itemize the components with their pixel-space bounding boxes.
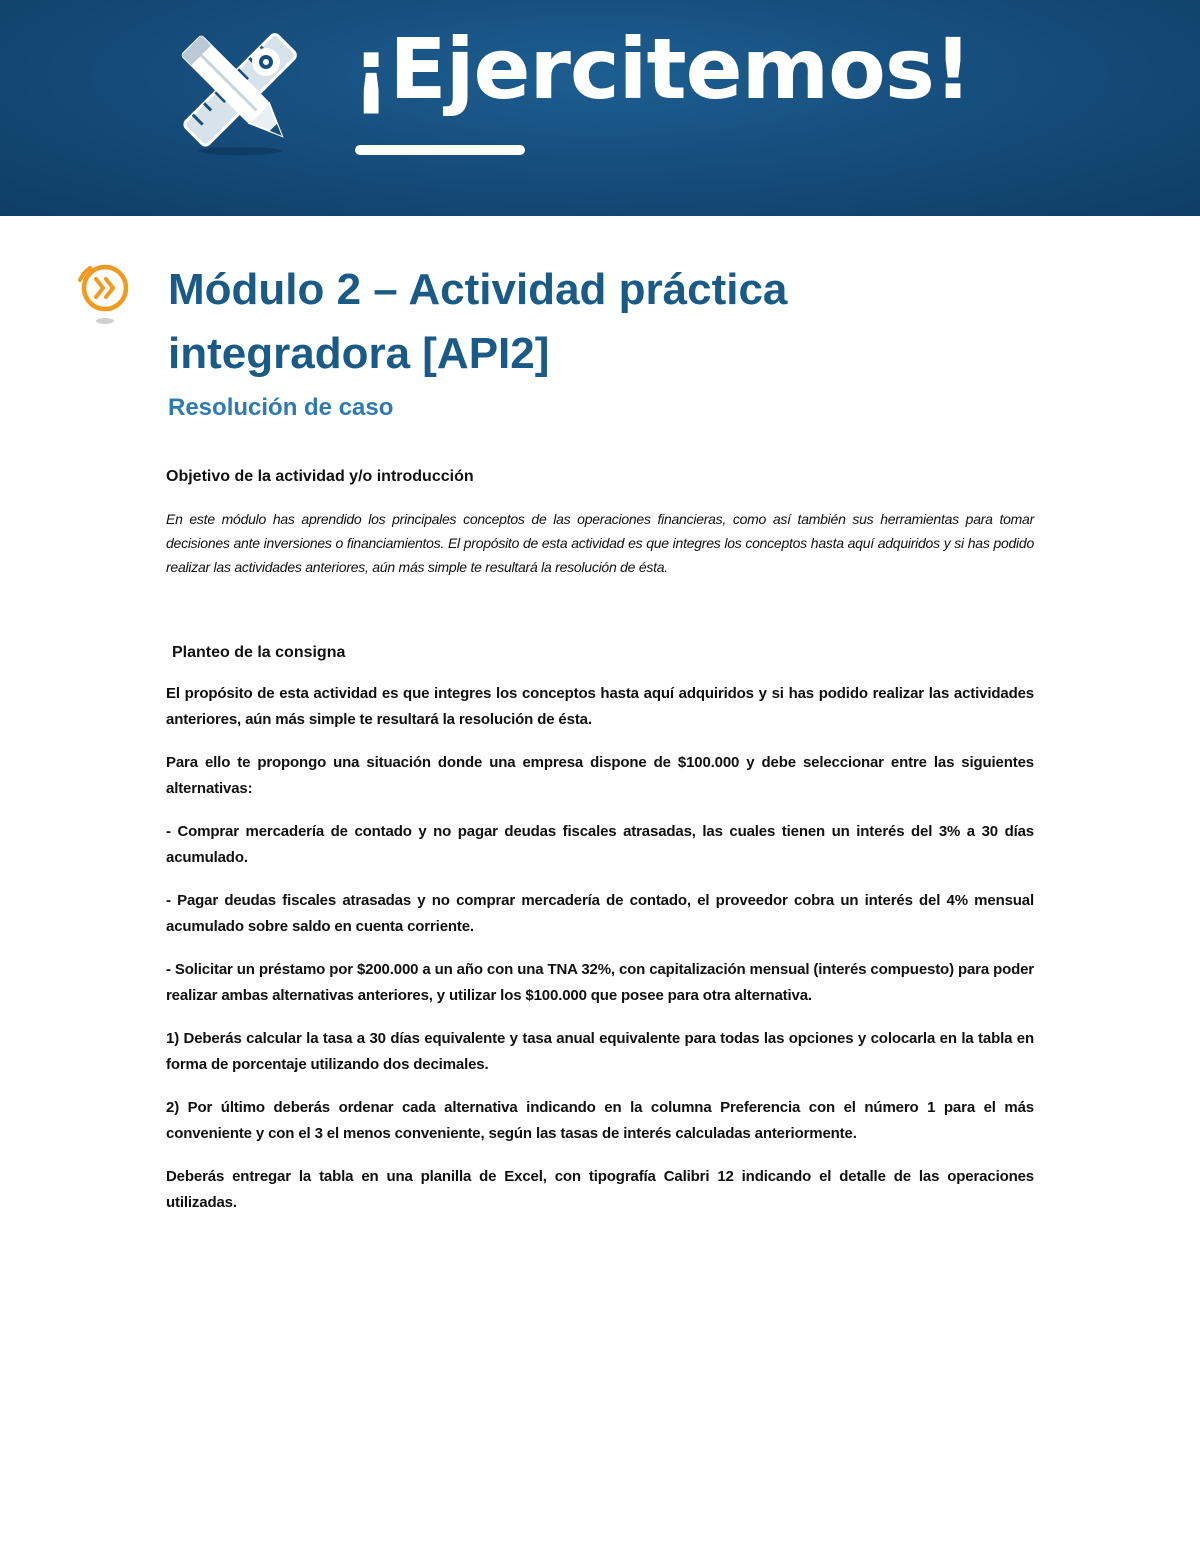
consigna-paragraph: Para ello te propongo una situación donde una empresa dispone de $100.000 y debe seleccionar entre las siguientes alternativas: bbox=[166, 754, 1034, 797]
objective-text: En este módulo has aprendido los principales conceptos de las operaciones financieras, como así también sus herramientas para tomar decisiones ante inversiones o financiamientos. El propósito de esta actividad es que integres los conceptos hasta aquí adquiridos y si has podido realizar las actividades anteriores, aún más simple te resultará la resolución de ésta. bbox=[166, 511, 1034, 575]
module-title: Módulo 2 – Actividad práctica integradora [API2] bbox=[168, 265, 788, 378]
instruction-item: 1) Deberás calcular la tasa a 30 días equivalente y tasa anual equivalente para todas las opciones y colocarla en la tabla en forma de porcentaje utilizando dos decimales. bbox=[166, 1030, 1034, 1073]
banner-title: ¡Ejercitemos! bbox=[352, 20, 972, 118]
banner-underline bbox=[355, 145, 525, 155]
double-chevron-icon bbox=[76, 262, 134, 328]
alternative-item: - Comprar mercadería de contado y no pagar deudas fiscales atrasadas, las cuales tienen un interés del 3% a 30 días acumulado. bbox=[166, 823, 1034, 866]
delivery-instruction: Deberás entregar la tabla en una planilla de Excel, con tipografía Calibri 12 indicando el detalle de las operaciones utilizadas. bbox=[166, 1168, 1034, 1211]
instruction-item: 2) Por último deberás ordenar cada alternativa indicando en la columna Preferencia con el número 1 para el más conveniente y con el 3 el menos conveniente, según las tasas de interés calculadas anteriormente. bbox=[166, 1099, 1034, 1142]
objective-heading: Objetivo de la actividad y/o introducción bbox=[166, 468, 474, 485]
alternative-item: - Solicitar un préstamo por $200.000 a un año con una TNA 32%, con capitalización mensual (interés compuesto) para poder realizar ambas alternativas anteriores, y utilizar los $100.000 que posee para otra alternativa. bbox=[166, 961, 1034, 1004]
header-banner bbox=[0, 0, 1200, 216]
consigna-heading: Planteo de la consigna bbox=[172, 644, 346, 661]
consigna-paragraph: El propósito de esta actividad es que integres los conceptos hasta aquí adquiridos y si has podido realizar las actividades anteriores, aún más simple te resultará la resolución de ésta. bbox=[166, 685, 1034, 728]
module-subtitle: Resolución de caso bbox=[168, 394, 394, 421]
ruler-pencil-icon bbox=[178, 32, 298, 157]
alternative-item: - Pagar deudas fiscales atrasadas y no comprar mercadería de contado, el proveedor cobra un interés del 4% mensual acumulado sobre saldo en cuenta corriente. bbox=[166, 892, 1034, 935]
document-body bbox=[166, 465, 1034, 1216]
